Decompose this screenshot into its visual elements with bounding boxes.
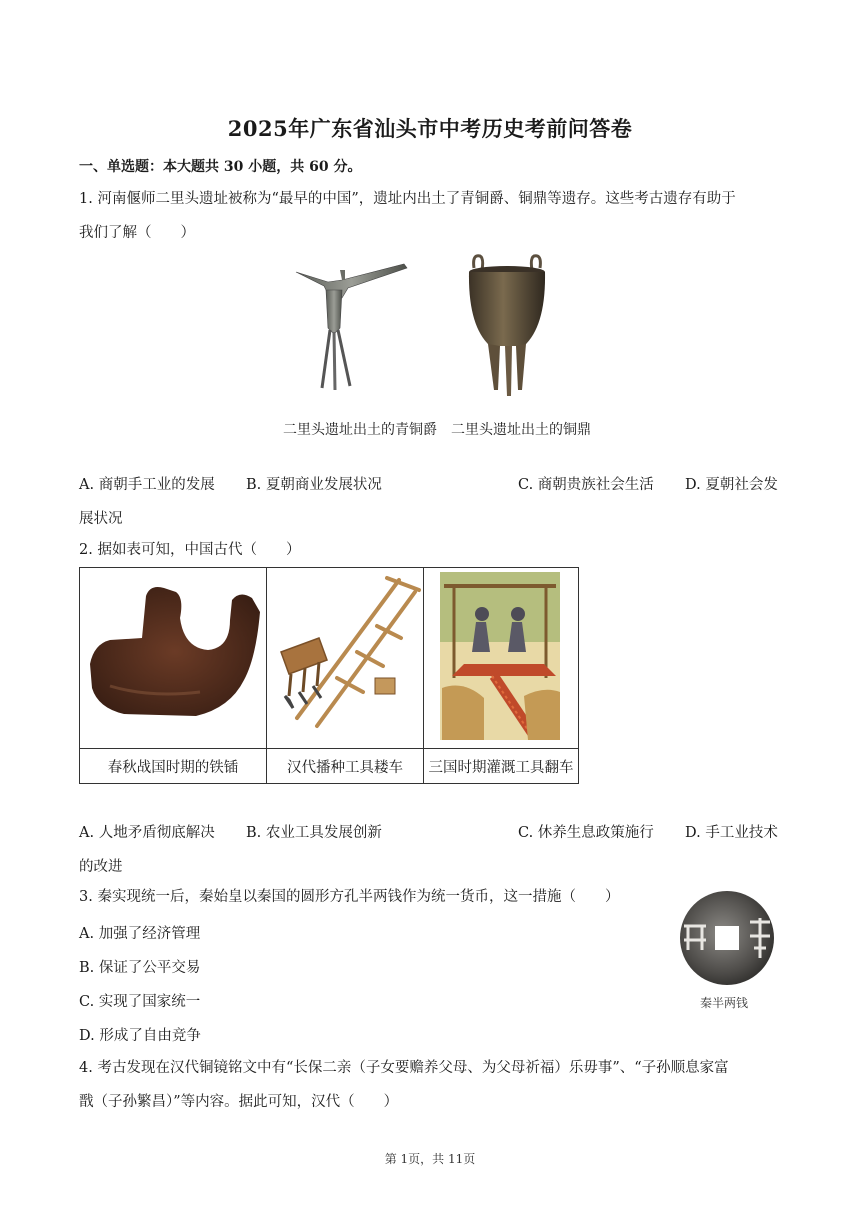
tools-table — [79, 567, 579, 784]
seed-drill-caption: 汉代播种工具耧车 — [267, 749, 424, 784]
q1-option-c[interactable]: C. 商朝贵族社会生活 — [518, 477, 654, 493]
q1-option-d[interactable]: D. 夏朝社会发 — [685, 477, 778, 493]
q1-option-a[interactable]: A. 商朝手工业的发展 — [79, 477, 215, 493]
q3-option-a[interactable]: A. 加强了经济管理 — [79, 926, 201, 942]
seed-drill-cell — [267, 568, 424, 749]
q2-option-d-continued: 的改进 — [79, 859, 123, 875]
q1-option-d-continued: 展状况 — [79, 511, 123, 527]
iron-spade-image — [80, 568, 266, 744]
q1-option-b[interactable]: B. 夏朝商业发展状况 — [246, 477, 382, 493]
water-wheel-caption: 三国时期灌溉工具翻车 — [424, 749, 579, 784]
bronze-jue-image — [282, 250, 417, 400]
ding-caption: 二里头遗址出土的铜鼎 — [451, 422, 591, 438]
q4-stem-line2: 戬（子孙繁昌）”等内容。据此可知，汉代（ ） — [79, 1094, 399, 1110]
q3-option-b[interactable]: B. 保证了公平交易 — [79, 960, 201, 976]
q1-stem-line2: 我们了解（ ） — [79, 225, 195, 241]
water-wheel-cell — [424, 568, 579, 749]
q2-option-d[interactable]: D. 手工业技术 — [685, 825, 778, 841]
page-title: 2025年广东省汕头市中考历史考前问答卷 — [227, 116, 633, 141]
iron-spade-caption: 春秋战国时期的铁锸 — [80, 749, 267, 784]
banliang-coin-image — [670, 888, 785, 988]
q2-stem: 2. 据如表可知，中国古代（ ） — [79, 542, 301, 558]
q1-stem-line1: 1. 河南偃师二里头遗址被称为“最早的中国”，遗址内出土了青铜爵、铜鼎等遗存。这些考古遗存有助于 — [79, 191, 736, 207]
seed-drill-image — [267, 568, 423, 744]
q3-stem: 3. 秦实现统一后，秦始皇以秦国的圆形方孔半两钱作为统一货币，这一措施（ ） — [79, 889, 620, 905]
q3-option-c[interactable]: C. 实现了国家统一 — [79, 994, 201, 1010]
q2-option-a[interactable]: A. 人地矛盾彻底解决 — [79, 825, 215, 841]
q4-stem-line1: 4. 考古发现在汉代铜镜铭文中有“长保二亲（子女要赡养父母、为父母祈福）乐毋事”、“子孙顺息家富 — [79, 1060, 729, 1076]
iron-spade-cell — [80, 568, 267, 749]
page-footer: 第 1页，共 11页 — [384, 1152, 476, 1166]
q2-option-b[interactable]: B. 农业工具发展创新 — [246, 825, 382, 841]
water-wheel-image — [424, 568, 578, 744]
coin-caption: 秦半两钱 — [700, 996, 749, 1010]
q3-option-d[interactable]: D. 形成了自由竞争 — [79, 1028, 201, 1044]
bronze-ding-image — [460, 250, 555, 400]
section-heading: 一、单选题：本大题共 30 小题，共 60 分。 — [79, 159, 362, 175]
jue-caption: 二里头遗址出土的青铜爵 — [283, 422, 437, 438]
q2-option-c[interactable]: C. 休养生息政策施行 — [518, 825, 654, 841]
